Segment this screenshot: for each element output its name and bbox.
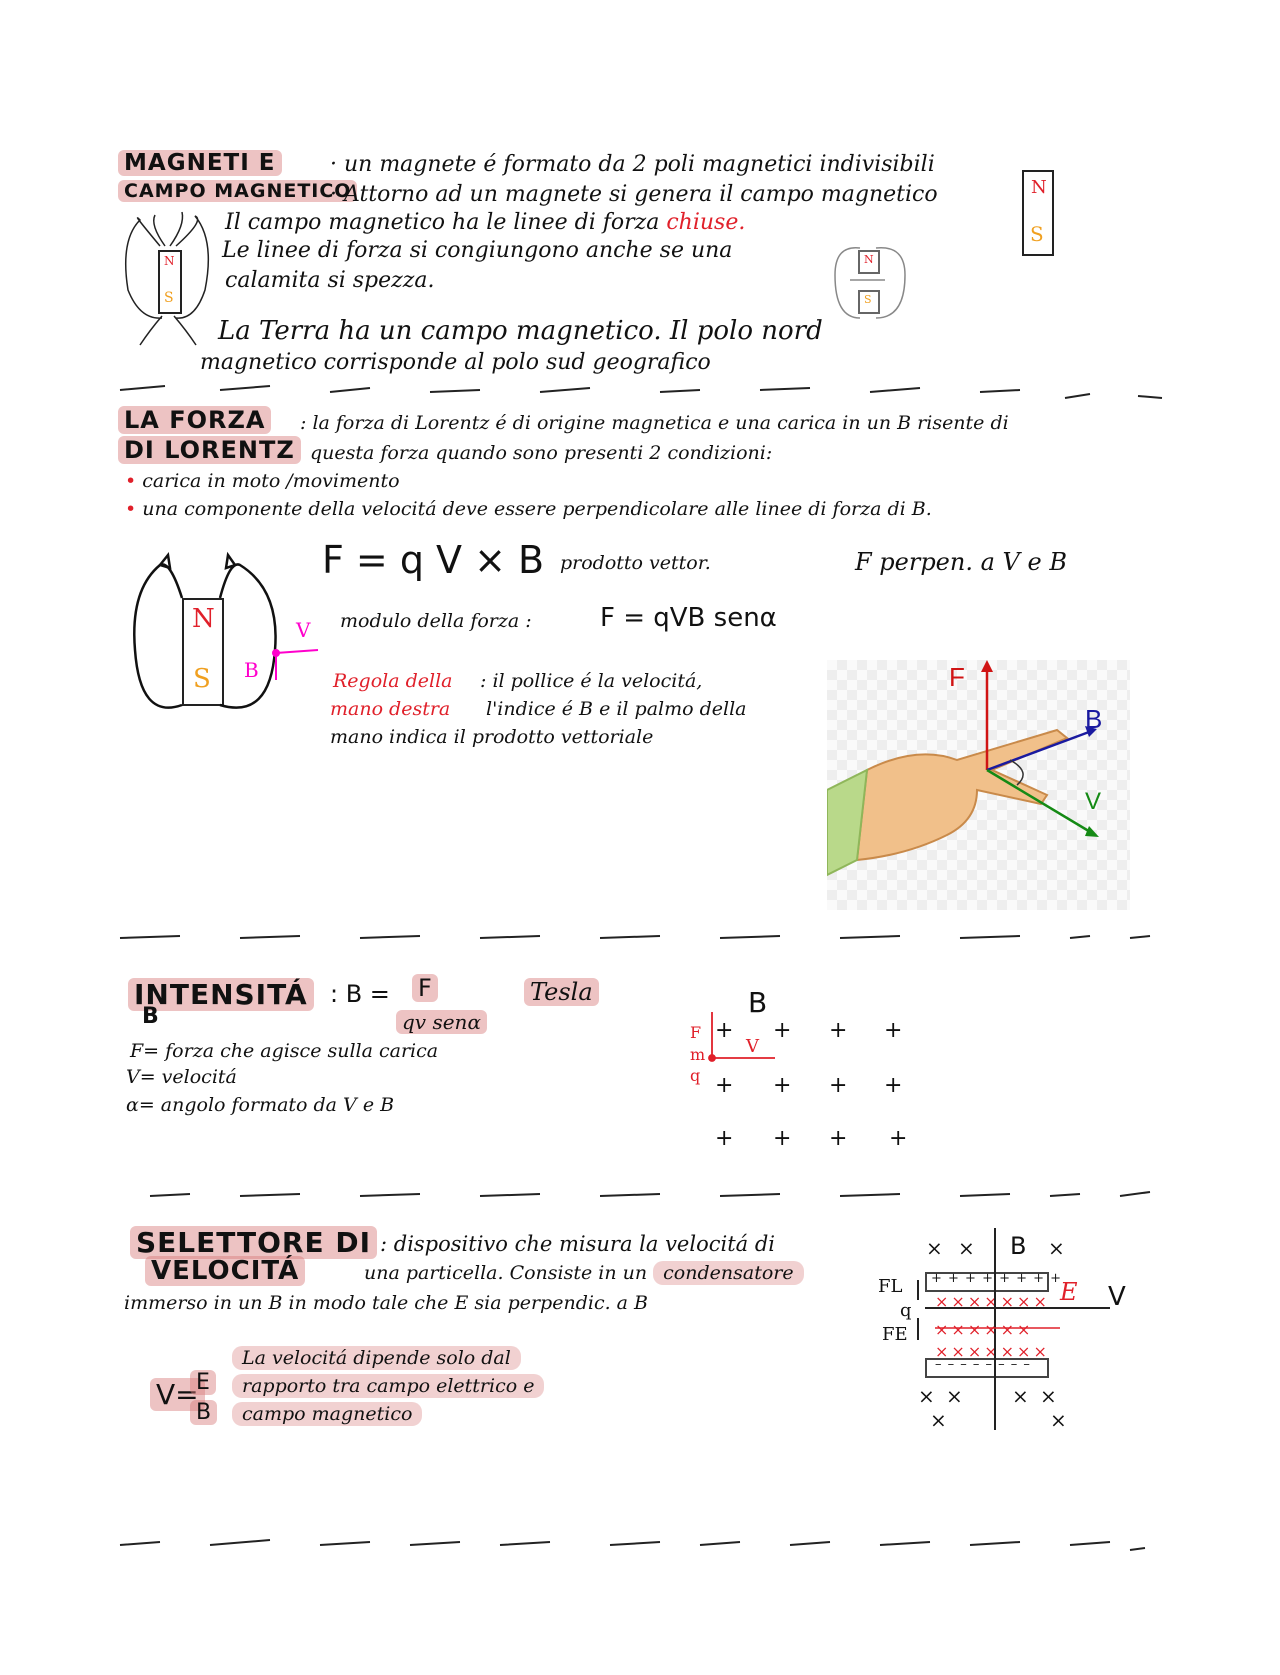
field-lines-gray bbox=[835, 248, 905, 318]
cross-mark: × bbox=[951, 1292, 968, 1311]
section4-text3: immerso in un B in modo tale che E sia perpendic. a B bbox=[124, 1292, 648, 1314]
selector-label-e: E bbox=[1060, 1278, 1078, 1306]
section1-line3-highlight: chiuse. bbox=[666, 210, 746, 235]
field-lines-lorentz bbox=[134, 555, 275, 708]
magnet-top-right-n: N bbox=[1031, 177, 1047, 198]
field-lines-left bbox=[126, 212, 209, 345]
cross-mark: × bbox=[930, 1408, 947, 1432]
section1-line5: calamita si spezza. bbox=[225, 268, 435, 293]
selector-label-v: V bbox=[1108, 1282, 1126, 1312]
cross-mark: × bbox=[926, 1236, 943, 1260]
cross-mark: × bbox=[1017, 1320, 1034, 1339]
plus-sign: + bbox=[884, 1073, 903, 1098]
magnet-left-small-s: S bbox=[164, 290, 174, 306]
intensity-formula-den: qv senα bbox=[396, 1010, 487, 1034]
cross-mark: × bbox=[1050, 1408, 1067, 1432]
section1-line2: · Attorno ad un magnete si genera il campo magnetico bbox=[330, 182, 938, 207]
magnet-lorentz-n: N bbox=[192, 604, 215, 634]
section3-title: INTENSITÁ bbox=[128, 978, 314, 1011]
section1-title-line2: CAMPO MAGNETICO bbox=[118, 180, 357, 202]
rule-text-line3: mano indica il prodotto vettoriale bbox=[330, 726, 654, 748]
bullet-dot-icon: • bbox=[125, 470, 143, 492]
cross-mark: × bbox=[984, 1320, 1001, 1339]
section4-text1: : dispositivo che misura la velocitá di bbox=[380, 1232, 775, 1256]
capacitor-plus-row: + + + + + + + + bbox=[931, 1271, 1063, 1286]
velocity-note2: rapporto tra campo elettrico e bbox=[232, 1374, 544, 1398]
velocity-arrow-magenta bbox=[273, 650, 318, 680]
cross-mark: × bbox=[935, 1292, 952, 1311]
photo-label-b: B bbox=[1085, 704, 1103, 734]
lorentz-formula-note: prodotto vettor. bbox=[560, 552, 711, 574]
plus-sign: + bbox=[829, 1073, 848, 1098]
separator-dashes-1 bbox=[120, 386, 1162, 398]
label-b-magenta: B bbox=[244, 658, 259, 682]
section2-bullet2-text: una componente della velocitá deve essere perpendicolare alle linee di forza di B. bbox=[142, 498, 932, 520]
intensity-formula-lhs: : B = bbox=[330, 980, 390, 1008]
section2-title-line1: LA FORZA bbox=[118, 406, 271, 434]
selector-label-fe: FE bbox=[882, 1324, 908, 1345]
velocity-formula-den: B bbox=[190, 1400, 217, 1425]
rule-text-line2: l'indice é B e il palmo della bbox=[486, 698, 747, 720]
cross-mark: × bbox=[984, 1292, 1001, 1311]
section2-title-line2: DI LORENTZ bbox=[118, 436, 301, 464]
photo-label-v: V bbox=[1085, 788, 1102, 815]
cross-mark: × bbox=[918, 1384, 935, 1408]
cross-mark: × bbox=[1000, 1292, 1018, 1311]
definition-f: F= forza che agisce sulla carica bbox=[130, 1040, 439, 1062]
cross-mark: × bbox=[967, 1292, 985, 1311]
selector-label-b: B bbox=[1010, 1232, 1027, 1260]
field-diagram-b: B bbox=[748, 986, 768, 1019]
plus-sign: + bbox=[773, 1073, 792, 1098]
section1-line4: Le linee di forza si congiungono anche se una bbox=[222, 238, 733, 263]
cross-mark: × bbox=[1017, 1292, 1034, 1311]
cross-mark: × bbox=[1000, 1320, 1018, 1339]
cross-mark: × bbox=[958, 1236, 975, 1260]
section2-bullet1-text: carica in moto /movimento bbox=[142, 470, 400, 492]
section4-text2-main: una particella. Consiste in un bbox=[364, 1262, 648, 1284]
separator-dashes-4 bbox=[120, 1540, 1145, 1550]
section4-title-line2: VELOCITÁ bbox=[145, 1256, 305, 1286]
broken-magnet-top-n: N bbox=[864, 253, 874, 266]
cross-mark: × bbox=[1040, 1384, 1057, 1408]
cross-mark: × bbox=[1033, 1342, 1050, 1361]
plus-sign: + bbox=[715, 1126, 734, 1151]
definition-v: V= velocitá bbox=[126, 1066, 237, 1088]
definition-alpha: α= angolo formato da V e B bbox=[126, 1094, 395, 1116]
cross-mark: × bbox=[967, 1342, 985, 1361]
plus-sign: + bbox=[889, 1126, 908, 1151]
plus-sign: + bbox=[884, 1018, 903, 1043]
photo-label-f: F bbox=[949, 662, 965, 692]
section1-line6: La Terra ha un campo magnetico. Il polo nord bbox=[218, 316, 823, 346]
magnet-lorentz-s: S bbox=[193, 664, 211, 694]
rule-text-line1: : il pollice é la velocitá, bbox=[480, 670, 703, 692]
tesla-unit: Tesla bbox=[524, 978, 599, 1006]
intensity-formula-num: F bbox=[412, 974, 438, 1002]
selector-lines bbox=[918, 1228, 1110, 1430]
modulo-formula: F = qVB senα bbox=[600, 603, 777, 633]
cross-mark: × bbox=[984, 1342, 1001, 1361]
plus-sign: + bbox=[829, 1126, 848, 1151]
bullet-dot-icon: • bbox=[125, 498, 143, 520]
cross-mark: × bbox=[951, 1320, 968, 1339]
cross-mark: × bbox=[1012, 1384, 1029, 1408]
capacitor-minus-row: – – – – – – – – bbox=[935, 1357, 1031, 1372]
section1-line3-text: Il campo magnetico ha le linee di forza bbox=[225, 210, 660, 235]
plus-sign: + bbox=[829, 1018, 848, 1043]
plus-sign: + bbox=[773, 1018, 792, 1043]
cross-mark: × bbox=[951, 1342, 968, 1361]
plus-sign: + bbox=[773, 1126, 792, 1151]
section2-intro2: questa forza quando sono presenti 2 condizioni: bbox=[310, 442, 773, 464]
rule-label-line2: mano destra bbox=[330, 698, 451, 720]
condensatore-highlight: condensatore bbox=[653, 1261, 803, 1285]
cross-mark: × bbox=[1017, 1342, 1034, 1361]
cross-mark: × bbox=[1000, 1342, 1018, 1361]
section2-intro1: : la forza di Lorentz é di origine magnetica e una carica in un B risente di bbox=[300, 412, 1009, 434]
label-v-magenta: V bbox=[296, 618, 311, 642]
perpendicular-note: F perpen. a V e B bbox=[855, 548, 1067, 576]
cross-mark: × bbox=[935, 1342, 952, 1361]
plus-sign: + bbox=[715, 1073, 734, 1098]
field-diagram-m: m bbox=[690, 1045, 706, 1064]
cross-mark: × bbox=[935, 1320, 952, 1339]
field-diagram-q: q bbox=[690, 1066, 701, 1085]
rule-label-line1: Regola della bbox=[333, 670, 453, 692]
velocity-note1: La velocitá dipende solo dal bbox=[232, 1346, 521, 1370]
plus-sign: + bbox=[715, 1018, 734, 1043]
section1-title-line1: MAGNETI E bbox=[118, 150, 282, 176]
section1-line7: magnetico corrisponde al polo sud geografico bbox=[200, 350, 711, 375]
broken-magnet-bottom-s: S bbox=[864, 293, 872, 306]
selector-label-fl: FL bbox=[878, 1276, 903, 1297]
cross-mark: × bbox=[1048, 1236, 1065, 1260]
section4-title-line1: SELETTORE DI bbox=[130, 1226, 377, 1259]
cross-mark: × bbox=[967, 1320, 985, 1339]
separator-dashes-3 bbox=[150, 1192, 1150, 1196]
field-diagram-f: F bbox=[690, 1023, 702, 1042]
field-diagram-v: V bbox=[746, 1036, 759, 1057]
modulo-label: modulo della forza : bbox=[340, 610, 532, 632]
velocity-note3: campo magnetico bbox=[232, 1402, 422, 1426]
cross-mark: × bbox=[1033, 1292, 1050, 1311]
lorentz-formula: F = q V × B bbox=[322, 538, 545, 582]
separator-dashes-2 bbox=[120, 936, 1150, 938]
magnet-left-small-n: N bbox=[164, 254, 175, 268]
section3-title-sub: B bbox=[142, 1004, 160, 1029]
magnet-top-right-s: S bbox=[1030, 222, 1044, 246]
cross-mark: × bbox=[946, 1384, 963, 1408]
selector-label-q: q bbox=[900, 1300, 912, 1321]
force-velocity-arrows bbox=[709, 1012, 775, 1061]
velocity-formula-v: V= bbox=[150, 1378, 205, 1411]
section1-line1: · un magnete é formato da 2 poli magnetici indivisibili bbox=[330, 152, 935, 177]
velocity-formula-num: E bbox=[190, 1370, 216, 1395]
